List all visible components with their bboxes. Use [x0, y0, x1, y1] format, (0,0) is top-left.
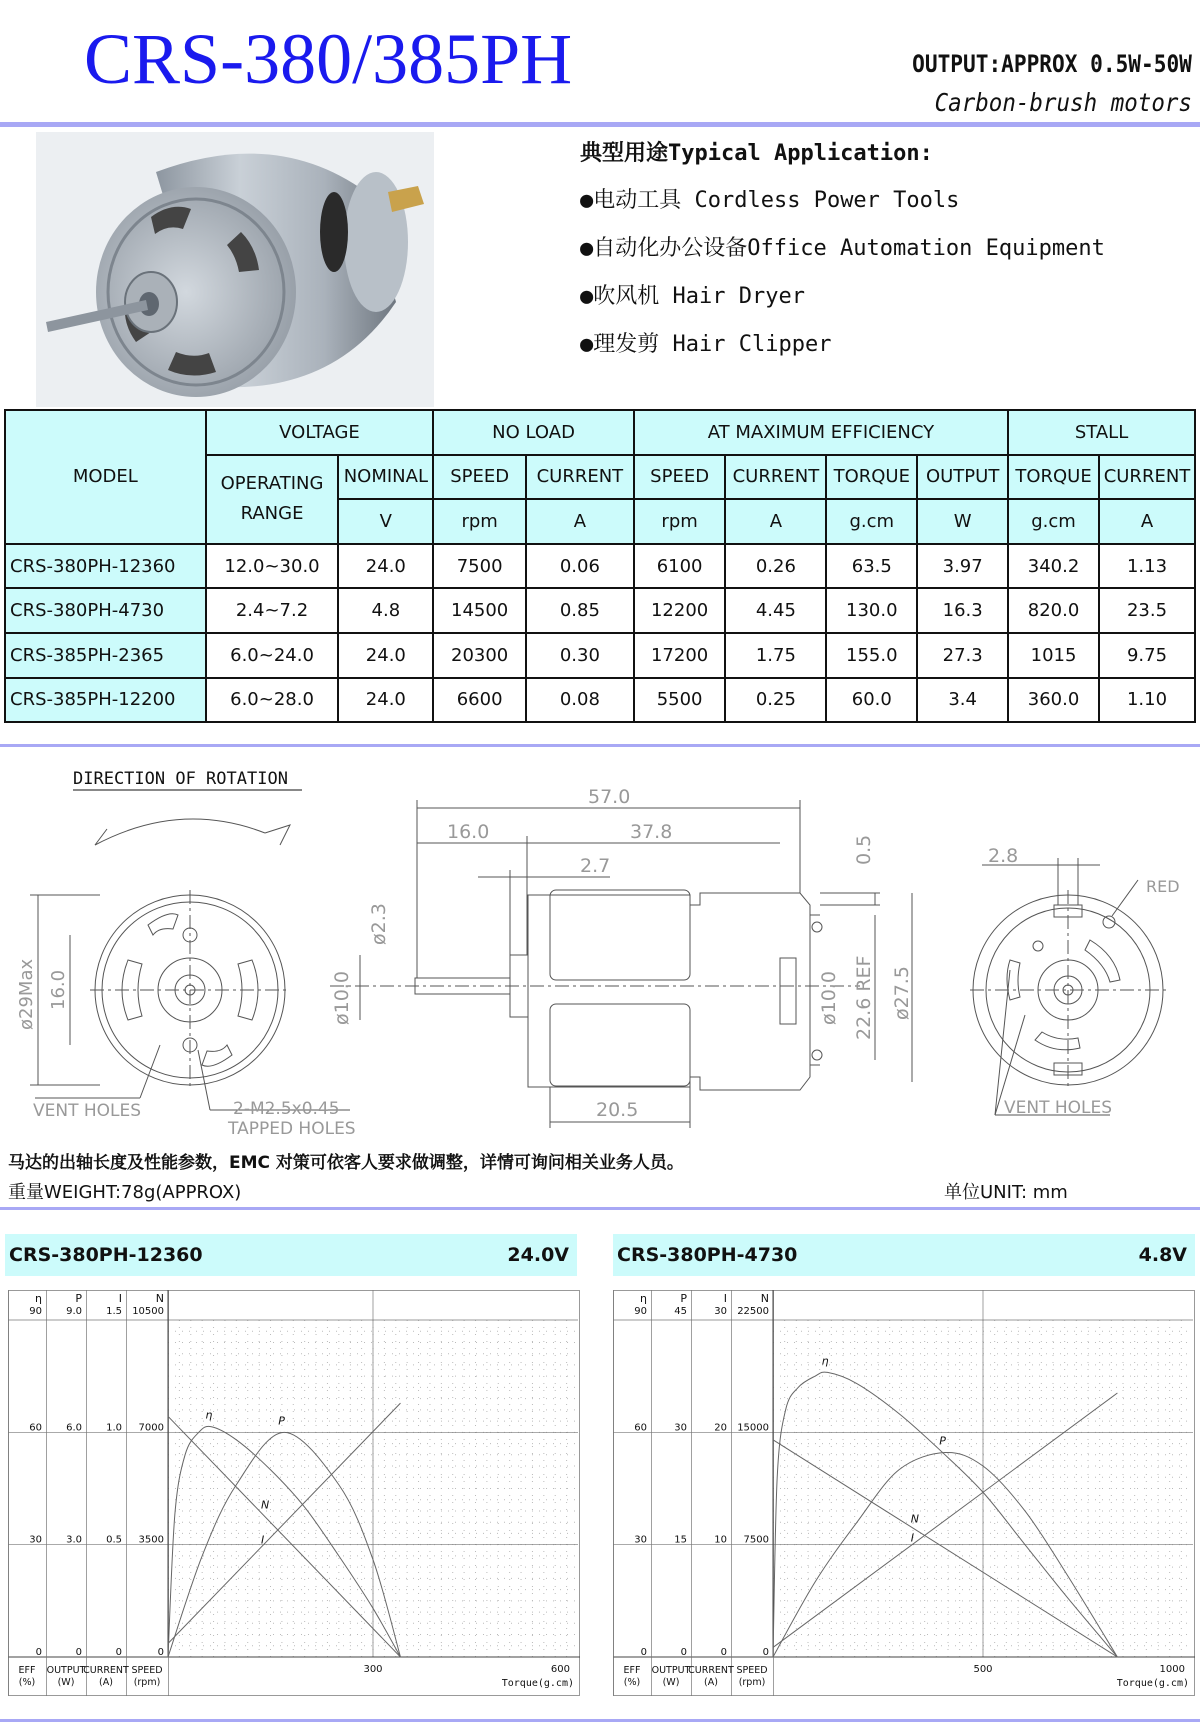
axis-symbol: P: [75, 1292, 82, 1305]
axis-symbol: N: [155, 1292, 164, 1305]
dim-2-3: ø2.3: [368, 903, 390, 945]
dim-37-8: 37.8: [630, 821, 673, 843]
rotation-arrow-icon: [95, 825, 290, 845]
x-tick-label: 600: [550, 1664, 570, 1675]
dim-29max: ø29Max: [16, 958, 37, 1030]
unit-a: A: [526, 499, 634, 544]
tick-label: 9.0: [66, 1306, 82, 1317]
tick-label: 15000: [737, 1422, 769, 1434]
tick-label: 0.5: [106, 1534, 122, 1546]
applications-list: [580, 136, 1105, 375]
dim-20-5: 20.5: [596, 1099, 639, 1121]
axis-symbol: N: [760, 1292, 769, 1305]
header-torque: TORQUE: [826, 455, 917, 500]
tick-label: 1.5: [106, 1306, 122, 1317]
tapped-spec-label: 2-M2.5x0.45: [233, 1099, 340, 1119]
axis-unit: (W): [57, 1677, 75, 1688]
list-item: ●电动工具 Cordless Power Tools: [580, 188, 960, 213]
tick-label: 30: [634, 1534, 647, 1546]
dim-57: 57.0: [588, 786, 631, 808]
header-current: CURRENT: [526, 455, 634, 500]
page-title: CRS-380/385PH: [84, 19, 573, 99]
side-view: [330, 890, 860, 1090]
x-axis-label: Torque(g.cm): [1116, 1678, 1189, 1689]
x-tick-label: 1000: [1159, 1664, 1185, 1675]
unit-v: V: [338, 499, 433, 544]
dim-2-7: 2.7: [580, 855, 611, 877]
output-range: OUTPUT:APPROX 0.5W-50W: [912, 50, 1192, 78]
list-item: ●吹风机 Hair Dryer: [580, 284, 805, 309]
header-no-load: NO LOAD: [433, 410, 633, 455]
unit-a: A: [1099, 499, 1195, 544]
table-row: CRS-385PH-12200 6.0~28.0 24.0 6600 0.08 5500 0.25 60.0 3.4 360.0 1.10: [5, 678, 1195, 723]
tick-label: 1.0: [106, 1422, 122, 1434]
header-nominal: NOMINAL: [338, 455, 433, 500]
tick-label: 60: [29, 1422, 42, 1434]
unit-w: W: [917, 499, 1008, 544]
header-voltage: VOLTAGE: [206, 410, 434, 455]
tick-label: 0: [640, 1647, 647, 1658]
axis-unit: (A): [99, 1677, 113, 1688]
axis-unit: (%): [18, 1677, 36, 1688]
tick-label: 0: [75, 1647, 82, 1658]
dim-16-shaft: 16.0: [447, 821, 490, 843]
header-output: OUTPUT: [917, 455, 1008, 500]
series-label: N: [910, 1512, 919, 1526]
tick-label: 3500: [138, 1534, 164, 1546]
axis-name: OUTPUT: [651, 1665, 691, 1676]
series-label: η: [205, 1408, 213, 1422]
red-label: RED: [1146, 877, 1180, 896]
table-row: CRS-380PH-12360 12.0~30.0 24.0 7500 0.06 6100 0.26 63.5 3.97 340.2 1.13: [5, 544, 1195, 589]
series-line-P: [773, 1452, 1117, 1657]
unit-label: 单位UNIT: mm: [944, 1182, 1068, 1203]
tick-label: 45: [674, 1306, 687, 1317]
tick-label: 0: [35, 1647, 42, 1658]
header-torque: TORQUE: [1008, 455, 1099, 500]
dim-22-6: 22.6 REF: [853, 955, 875, 1040]
header-stall: STALL: [1008, 410, 1195, 455]
axis-name: SPEED: [736, 1665, 768, 1676]
axis-symbol: I: [118, 1292, 122, 1305]
axis-name: OUTPUT: [46, 1665, 86, 1676]
header-max-efficiency: AT MAXIMUM EFFICIENCY: [634, 410, 1008, 455]
tick-label: 7500: [743, 1534, 769, 1546]
unit-gcm: g.cm: [1008, 499, 1099, 544]
list-item: ●自动化办公设备Office Automation Equipment: [580, 236, 1105, 261]
axis-symbol: η: [35, 1292, 42, 1305]
axis-name: CURRENT: [688, 1665, 734, 1676]
tick-label: 6.0: [66, 1422, 82, 1434]
tick-label: 15: [674, 1534, 687, 1546]
x-tick-label: 500: [973, 1664, 993, 1675]
header-current: CURRENT: [1099, 455, 1195, 500]
series-line-N: [773, 1440, 1117, 1657]
dimension-drawing: [0, 755, 1200, 1140]
bullet-icon: ●: [580, 236, 594, 261]
divider: [0, 122, 1200, 127]
vent-holes-label-rear: VENT HOLES: [1004, 1098, 1113, 1118]
header-current: CURRENT: [725, 455, 826, 500]
dim-27-5: ø27.5: [891, 966, 913, 1020]
rotation-arc: [95, 819, 265, 845]
axis-name: EFF: [623, 1665, 641, 1676]
chart-header-2: CRS-380PH-4730 4.8V: [613, 1234, 1195, 1276]
tick-label: 30: [714, 1306, 727, 1317]
axis-unit: (A): [704, 1677, 718, 1688]
tick-label: 0: [762, 1647, 769, 1658]
bullet-icon: ●: [580, 284, 594, 309]
header-model: MODEL: [5, 410, 206, 544]
axis-unit: (rpm): [738, 1677, 766, 1688]
tick-label: 90: [29, 1306, 42, 1317]
series-line-N: [168, 1416, 400, 1657]
axis-symbol: I: [723, 1292, 727, 1305]
performance-chart-2: [613, 1290, 1195, 1696]
bullet-icon: ●: [580, 188, 594, 213]
axis-symbol: η: [640, 1292, 647, 1305]
unit-rpm: rpm: [433, 499, 526, 544]
vent-holes-label: VENT HOLES: [33, 1101, 142, 1121]
x-tick-label: 300: [363, 1664, 383, 1675]
divider: [0, 1207, 1200, 1210]
weight-label: 重量WEIGHT:78g(APPROX): [8, 1182, 242, 1203]
direction-label: DIRECTION OF ROTATION: [73, 769, 288, 789]
axis-unit: (W): [662, 1677, 680, 1688]
tick-label: 3.0: [66, 1534, 82, 1546]
header-speed: SPEED: [634, 455, 726, 500]
tick-label: 60: [634, 1422, 647, 1434]
series-label: N: [260, 1498, 270, 1512]
header-operating-range: OPERATING RANGE: [206, 455, 339, 544]
tick-label: 0: [720, 1647, 727, 1658]
unit-a: A: [725, 499, 826, 544]
tick-label: 30: [674, 1422, 687, 1434]
list-item: ●理发剪 Hair Clipper: [580, 332, 832, 357]
tick-label: 7000: [138, 1422, 164, 1434]
tick-label: 10: [714, 1534, 727, 1546]
divider: [0, 744, 1200, 747]
series-label: I: [910, 1531, 915, 1545]
tick-label: 22500: [737, 1306, 769, 1317]
series-label: P: [939, 1434, 946, 1448]
x-axis-label: Torque(g.cm): [501, 1678, 574, 1689]
spec-table: [4, 409, 1196, 723]
unit-gcm: g.cm: [826, 499, 917, 544]
chart-frame: [614, 1291, 1195, 1696]
divider: [0, 1719, 1200, 1722]
applications-heading: 典型用途Typical Application:: [580, 141, 933, 166]
dim-10: ø10.0: [331, 971, 353, 1025]
motor-photo: [36, 132, 434, 407]
table-row: CRS-385PH-2365 6.0~24.0 24.0 20300 0.30 17200 1.75 155.0 27.3 1015 9.75: [5, 633, 1195, 678]
front-view: [90, 890, 290, 1090]
axis-unit: (rpm): [133, 1677, 161, 1688]
table-row: CRS-380PH-4730 2.4~7.2 4.8 14500 0.85 12200 4.45 130.0 16.3 820.0 23.5: [5, 588, 1195, 633]
header-speed: SPEED: [433, 455, 526, 500]
axis-unit: (%): [623, 1677, 641, 1688]
dim-16: 16.0: [48, 969, 69, 1010]
unit-rpm: rpm: [634, 499, 726, 544]
chart-header-1: CRS-380PH-12360 24.0V: [5, 1234, 577, 1276]
series-label: I: [260, 1533, 265, 1547]
tick-label: 0: [680, 1647, 687, 1658]
axis-name: SPEED: [131, 1665, 163, 1676]
dim-2-8: 2.8: [988, 845, 1019, 867]
series-label: η: [821, 1354, 829, 1368]
series-line-η: [773, 1372, 1117, 1657]
series-line-I: [168, 1403, 400, 1643]
performance-chart-1: [8, 1290, 580, 1696]
tapped-holes-label: TAPPED HOLES: [228, 1119, 356, 1139]
series-line-I: [773, 1393, 1117, 1647]
tick-label: 10500: [132, 1306, 164, 1317]
bullet-icon: ●: [580, 332, 594, 357]
tick-label: 20: [714, 1422, 727, 1434]
axis-name: EFF: [18, 1665, 36, 1676]
axis-name: CURRENT: [83, 1665, 129, 1676]
series-label: P: [278, 1414, 285, 1428]
tick-label: 30: [29, 1534, 42, 1546]
rear-view: [970, 890, 1170, 1090]
dim-10-boss: ø10.0: [818, 971, 840, 1025]
series-line-η: [168, 1426, 400, 1657]
tick-label: 0: [115, 1647, 122, 1658]
custom-note: 马达的出轴长度及性能参数，EMC 对策可依客人要求做调整，详情可询问相关业务人员。: [8, 1153, 684, 1173]
tick-label: 0: [157, 1647, 164, 1658]
subtitle: Carbon-brush motors: [934, 88, 1192, 117]
dim-0-5: 0.5: [853, 834, 875, 865]
tick-label: 90: [634, 1306, 647, 1317]
axis-symbol: P: [680, 1292, 687, 1305]
